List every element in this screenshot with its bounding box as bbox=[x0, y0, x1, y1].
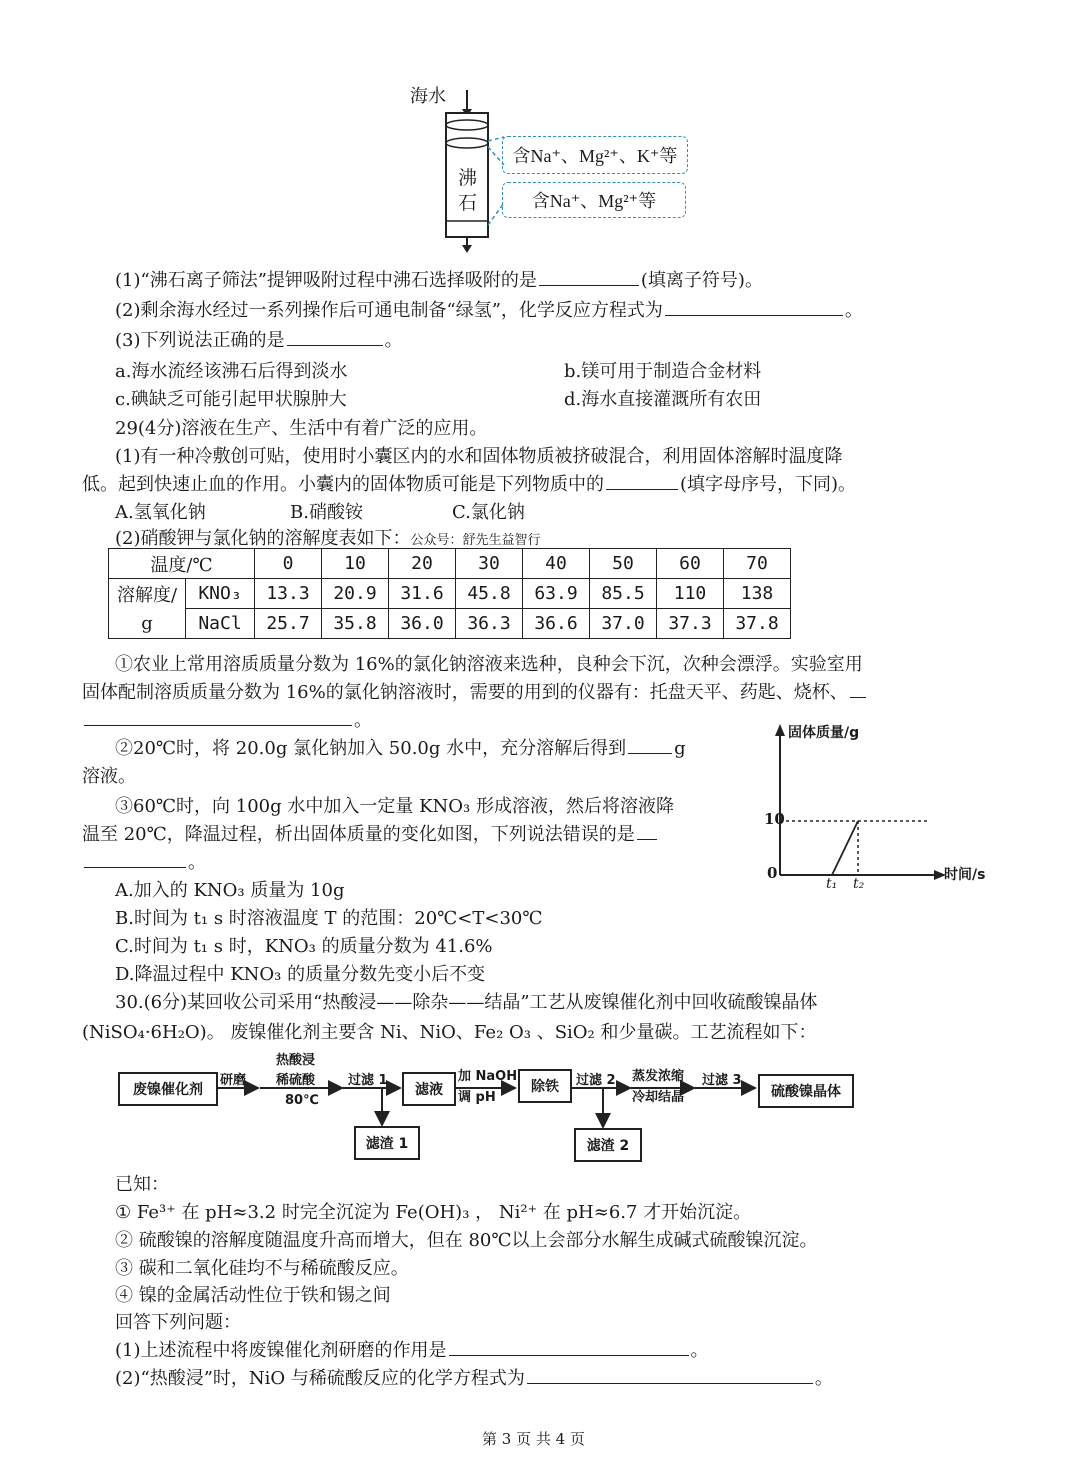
q30-question2 bbox=[115, 1364, 833, 1390]
q29-s1-end: 。 bbox=[354, 710, 372, 731]
q28-option-b: b.镁可用于制造合金材料 bbox=[564, 361, 762, 382]
table-cell: 36.3 bbox=[456, 609, 523, 639]
answer-blank[interactable] bbox=[628, 752, 672, 754]
table-cell: 35.8 bbox=[322, 609, 389, 639]
q29-s2-line1 bbox=[115, 734, 686, 760]
table-cell: 110 bbox=[657, 579, 724, 609]
graph-origin: 0 bbox=[767, 864, 778, 882]
q30-line2: (NiSO₄·6H₂O)。 废镍催化剂主要含 Ni、NiO、Fe₂ O₃ 、SiO₂ 和少量碳。工艺流程如下： bbox=[82, 1022, 817, 1043]
q30-question1 bbox=[115, 1336, 709, 1362]
table-label-nacl: NaCl bbox=[186, 609, 255, 639]
table-row bbox=[109, 579, 791, 609]
flow-box-start: 废镍催化剂 bbox=[118, 1072, 218, 1106]
q29-s3-line1: ③60℃时，向 100g 水中加入一定量 KNO₃ 形成溶液，然后将溶液降 bbox=[115, 796, 674, 817]
q29-option-c: C.氯化钠 bbox=[452, 502, 525, 523]
column-label-1: 沸 bbox=[458, 167, 478, 189]
table-cell: 0 bbox=[255, 549, 322, 579]
table-header-temp: 温度/℃ bbox=[109, 549, 255, 579]
q29-p2 bbox=[115, 524, 541, 550]
q28-p2-end: 。 bbox=[844, 300, 863, 321]
table-cell: 37.0 bbox=[590, 609, 657, 639]
answer-blank[interactable] bbox=[850, 696, 866, 698]
table-cell: 13.3 bbox=[255, 579, 322, 609]
table-cell: 138 bbox=[724, 579, 791, 609]
answer-blank[interactable] bbox=[606, 488, 678, 490]
table-cell: 63.9 bbox=[523, 579, 590, 609]
q29-s2-line1-text: ②20℃时，将 20.0g 氯化钠加入 50.0g 水中，充分溶解后得到 bbox=[115, 738, 627, 759]
answer-blank[interactable] bbox=[539, 284, 639, 286]
q29-p1-line2-text: 低。起到快速止血的作用。小囊内的固体物质可能是下列物质中的 bbox=[82, 474, 604, 495]
q29-p1-line1: (1)有一种冷敷创可贴，使用时小囊区内的水和固体物质被挤破混合，利用固体溶解时温度降 bbox=[115, 446, 843, 467]
q29-s1-line1: ①农业上常用溶质质量分数为 16%的氯化钠溶液来选种，良种会下沉，次种会漂浮。实验室用 bbox=[115, 654, 863, 675]
q30-known-2: ② 硫酸镍的溶解度随温度升高而增大，但在 80℃以上会部分水解生成碱式硫酸镍沉淀。 bbox=[115, 1230, 818, 1251]
graph-y-tick: 10 bbox=[764, 810, 785, 828]
answer-blank[interactable] bbox=[449, 1354, 689, 1356]
table-cell: 36.0 bbox=[389, 609, 456, 639]
q29-s2-unit: g bbox=[674, 738, 686, 759]
flow-label-evaporate: 蒸发浓缩 bbox=[632, 1069, 685, 1084]
graph-t1: t₁ bbox=[826, 876, 838, 892]
q29-p1-line2 bbox=[82, 470, 856, 496]
q30-known-4: ④ 镍的金属活动性位于铁和锡之间 bbox=[115, 1285, 391, 1306]
flow-label-hot-acid: 热酸浸 bbox=[276, 1053, 316, 1068]
table-row bbox=[109, 549, 791, 579]
graph-t2: t₂ bbox=[853, 876, 865, 892]
table-label-unit: g bbox=[109, 609, 186, 639]
table-cell: 20 bbox=[389, 549, 456, 579]
q29-s3-end: 。 bbox=[188, 852, 206, 873]
flow-label-dilute-acid: 稀硫酸 bbox=[276, 1073, 316, 1088]
flow-label-adjust-ph: 调 pH bbox=[458, 1090, 496, 1105]
process-flow-arrows bbox=[110, 1045, 870, 1165]
table-cell: 45.8 bbox=[456, 579, 523, 609]
q29-option-a: A.氢氧化钠 bbox=[115, 502, 206, 523]
graph-x-label: 时间/s bbox=[944, 867, 986, 883]
q29-option3-a: A.加入的 KNO₃ 质量为 10g bbox=[115, 880, 345, 901]
table-row bbox=[109, 609, 791, 639]
flow-box-residue2: 滤渣 2 bbox=[574, 1128, 642, 1162]
table-label-solubility: 溶解度/ bbox=[109, 579, 186, 609]
table-cell: 10 bbox=[322, 549, 389, 579]
seawater-label: 海水 bbox=[410, 86, 446, 107]
table-cell: 25.7 bbox=[255, 609, 322, 639]
flow-label-filter1: 过滤 1 bbox=[348, 1073, 388, 1088]
q28-part2 bbox=[115, 296, 863, 322]
table-cell: 36.6 bbox=[523, 609, 590, 639]
q29-s3-line2 bbox=[82, 820, 659, 846]
q28-part1 bbox=[115, 266, 763, 292]
flow-label-filter3: 过滤 3 bbox=[702, 1073, 742, 1088]
q28-option-c: c.碘缺乏可能引起甲状腺肿大 bbox=[115, 389, 347, 410]
page-footer: 第 3 页 共 4 页 bbox=[482, 1430, 585, 1448]
flow-label-filter2: 过滤 2 bbox=[576, 1073, 616, 1088]
solubility-table bbox=[108, 548, 791, 639]
flow-label-grind: 研磨 bbox=[220, 1073, 247, 1088]
table-cell: 37.3 bbox=[657, 609, 724, 639]
q29-p2-text: (2)硝酸钾与氯化钠的溶解度表如下： bbox=[115, 528, 411, 549]
answer-blank[interactable] bbox=[84, 724, 352, 726]
q30-q1-text: (1)上述流程中将废镍催化剂研磨的作用是 bbox=[115, 1340, 447, 1361]
answer-blank[interactable] bbox=[527, 1382, 813, 1384]
flow-box-product: 硫酸镍晶体 bbox=[758, 1074, 854, 1108]
flow-box-remove-iron: 除铁 bbox=[518, 1069, 572, 1103]
q29-option-b: B.硝酸铵 bbox=[290, 502, 363, 523]
flow-label-add-naoh: 加 NaOH bbox=[458, 1069, 518, 1084]
flow-box-residue1: 滤渣 1 bbox=[354, 1126, 420, 1160]
table-label-kno3: KNO₃ bbox=[186, 579, 255, 609]
q29-s2-line2: 溶液。 bbox=[82, 766, 136, 787]
ion-box-1: 含Na⁺、Mg²⁺、K⁺等 bbox=[502, 136, 688, 174]
graph-y-label: 固体质量/g bbox=[788, 725, 860, 741]
q29-option3-b: B.时间为 t₁ s 时溶液温度 T 的范围：20℃<T<30℃ bbox=[115, 908, 543, 929]
q28-part3 bbox=[115, 326, 403, 352]
q30-q2-text: (2)“热酸浸”时，NiO 与稀硫酸反应的化学方程式为 bbox=[115, 1368, 525, 1389]
ion-box-2: 含Na⁺、Mg²⁺等 bbox=[502, 182, 686, 218]
q28-p2-text: (2)剩余海水经过一系列操作后可通电制备“绿氢”，化学反应方程式为 bbox=[115, 300, 663, 321]
q28-p3-end: 。 bbox=[384, 330, 403, 351]
q29-p1-line2-end: (填字母序号，下同)。 bbox=[680, 474, 857, 495]
table-cell: 40 bbox=[523, 549, 590, 579]
q29-s1-line2-text: 固体配制溶质质量分数为 16%的氯化钠溶液时，需要的用到的仪器有：托盘天平、药匙、烧杯、 bbox=[82, 682, 848, 703]
table-cell: 37.8 bbox=[724, 609, 791, 639]
q30-answer-prompt: 回答下列问题： bbox=[115, 1312, 241, 1333]
table-cell: 70 bbox=[724, 549, 791, 579]
q29-s1-line2 bbox=[82, 678, 868, 704]
column-label-2: 石 bbox=[458, 192, 478, 214]
q30-line1: 30.(6分)某回收公司采用“热酸浸——除杂——结晶”工艺从废镍催化剂中回收硫酸镍晶体 bbox=[115, 992, 818, 1013]
table-cell: 20.9 bbox=[322, 579, 389, 609]
flow-box-filtrate: 滤液 bbox=[402, 1072, 456, 1106]
flow-label-cool: 冷却结晶 bbox=[632, 1090, 685, 1105]
table-cell: 85.5 bbox=[590, 579, 657, 609]
answer-blank[interactable] bbox=[665, 314, 843, 316]
q29-option3-d: D.降温过程中 KNO₃ 的质量分数先变小后不变 bbox=[115, 964, 486, 985]
answer-blank[interactable] bbox=[84, 866, 186, 868]
q30-q2-end: 。 bbox=[814, 1368, 833, 1389]
table-cell: 50 bbox=[590, 549, 657, 579]
flow-label-temp: 80℃ bbox=[285, 1093, 319, 1108]
q28-option-d: d.海水直接灌溉所有农田 bbox=[564, 389, 762, 410]
q29-s3-line3 bbox=[82, 848, 206, 874]
q28-p3-text: (3)下列说法正确的是 bbox=[115, 330, 285, 351]
q30-known-3: ③ 碳和二氧化硅均不与稀硫酸反应。 bbox=[115, 1258, 409, 1279]
q30-known: 已知： bbox=[115, 1174, 169, 1195]
answer-blank[interactable] bbox=[637, 838, 657, 840]
table-cell: 31.6 bbox=[389, 579, 456, 609]
q29-s1-line3 bbox=[82, 706, 372, 732]
q28-option-a: a.海水流经该沸石后得到淡水 bbox=[115, 361, 348, 382]
q28-p1-text: (1)“沸石离子筛法”提钾吸附过程中沸石选择吸附的是 bbox=[115, 270, 537, 291]
q29-option3-c: C.时间为 t₁ s 时，KNO₃ 的质量分数为 41.6% bbox=[115, 936, 493, 957]
q30-q1-end: 。 bbox=[690, 1340, 709, 1361]
answer-blank[interactable] bbox=[287, 344, 383, 346]
table-cell: 60 bbox=[657, 549, 724, 579]
q28-p1-end: (填离子符号)。 bbox=[640, 270, 763, 291]
q30-known-1: ① Fe³⁺ 在 pH≈3.2 时完全沉淀为 Fe(OH)₃ ， Ni²⁺ 在 pH≈6.7 才开始沉淀。 bbox=[115, 1202, 752, 1223]
q29-title: 29(4分)溶液在生产、生活中有着广泛的应用。 bbox=[115, 418, 488, 439]
watermark-text: 公众号：舒先生益智行 bbox=[410, 533, 541, 548]
table-cell: 30 bbox=[456, 549, 523, 579]
q29-s3-line2-text: 温至 20℃，降温过程，析出固体质量的变化如图，下列说法错误的是 bbox=[82, 824, 635, 845]
